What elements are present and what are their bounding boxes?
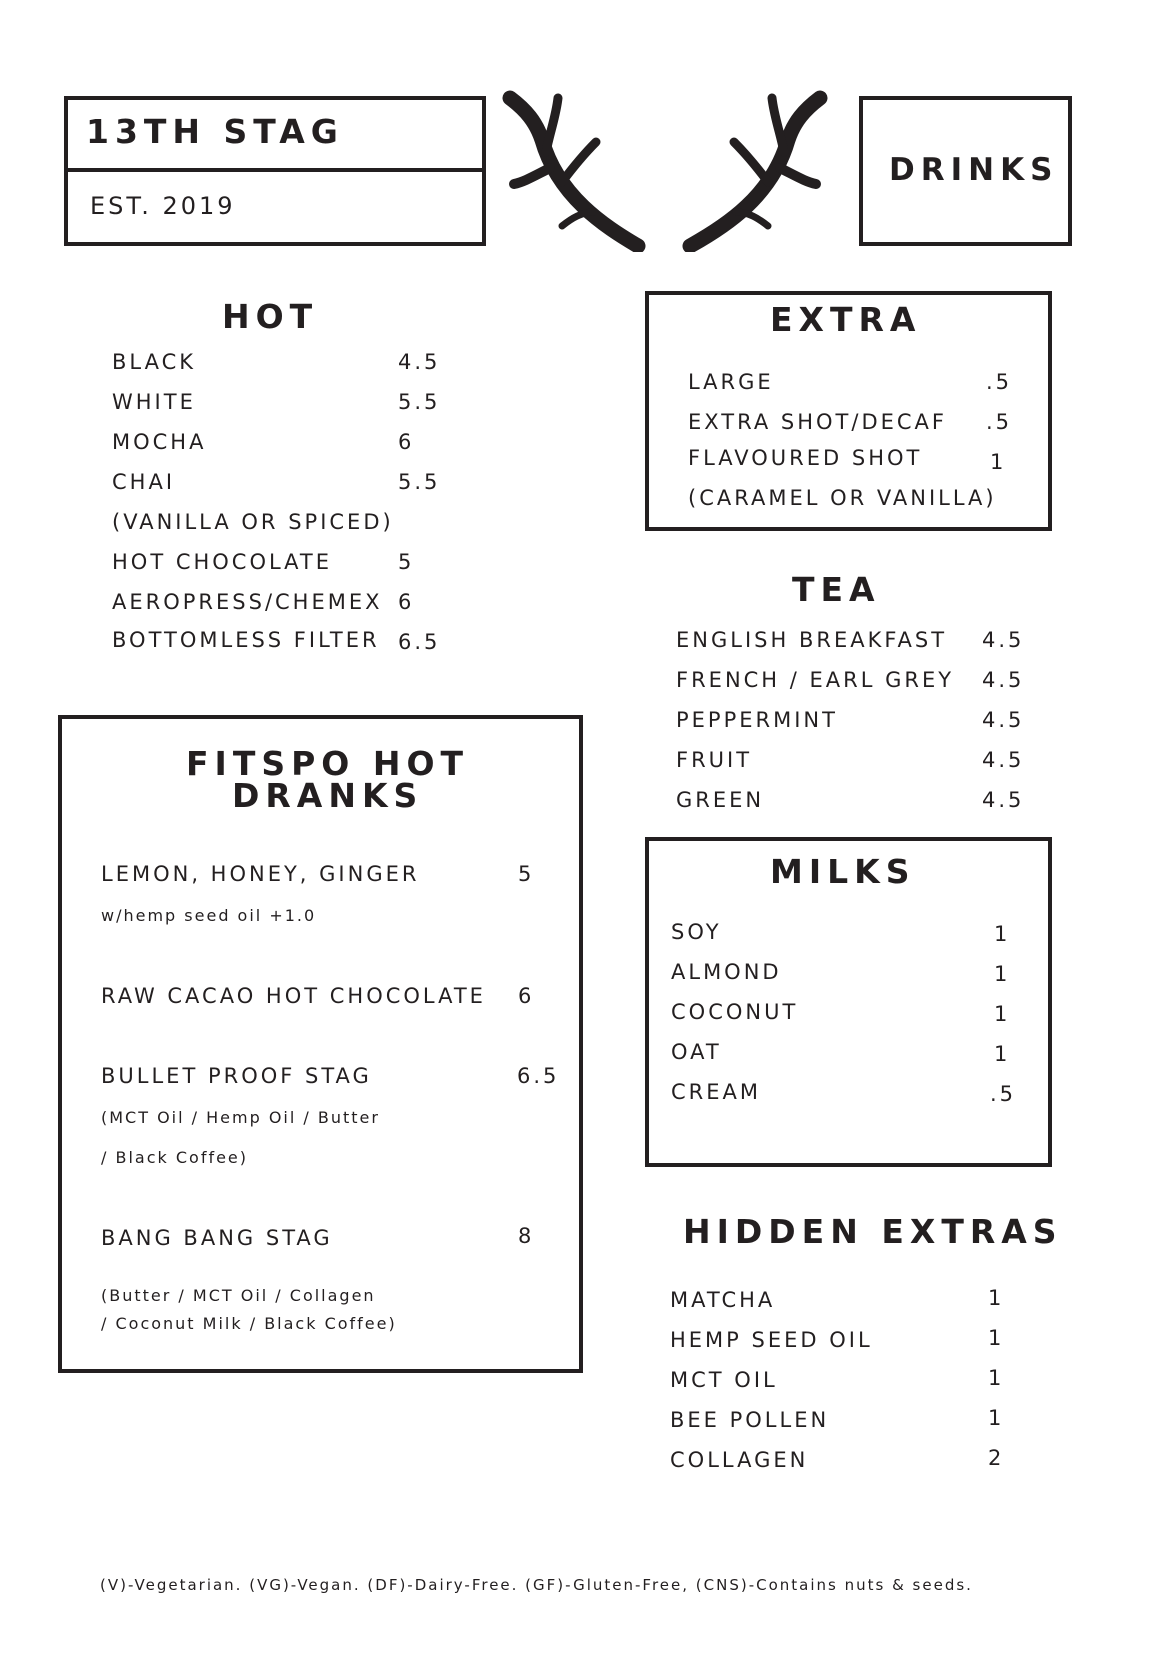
extra-item-name: (CARAMEL OR VANILLA)	[688, 486, 997, 510]
milks-item-name: COCONUT	[671, 1000, 799, 1024]
hot-title: HOT	[222, 297, 319, 336]
fitspo-item-price: 5	[518, 862, 535, 886]
tea-item-name: ENGLISH BREAKFAST	[676, 628, 948, 652]
tea-item-price: 4.5	[982, 668, 1025, 692]
hidden-item-price: 1	[988, 1406, 1005, 1430]
tea-item-name: GREEN	[676, 788, 765, 812]
hot-item-name: (VANILLA OR SPICED)	[112, 510, 394, 534]
tea-item-price: 4.5	[982, 628, 1025, 652]
hidden-item-name: MATCHA	[670, 1288, 776, 1312]
fitspo-item-note: w/hemp seed oil +1.0	[101, 906, 317, 925]
tea-item-price: 4.5	[982, 788, 1025, 812]
brand-name: 13TH STAG	[86, 112, 344, 151]
milks-title: MILKS	[770, 852, 916, 891]
extra-item-name: EXTRA SHOT/DECAF	[688, 410, 947, 434]
hot-item-price: 4.5	[398, 350, 441, 374]
hidden-item-name: COLLAGEN	[670, 1448, 809, 1472]
fitspo-item-name: LEMON, HONEY, GINGER	[101, 862, 420, 886]
tea-item-price: 4.5	[982, 748, 1025, 772]
fitspo-item-name: RAW CACAO HOT CHOCOLATE	[101, 984, 486, 1008]
hidden-title: HIDDEN EXTRAS	[683, 1212, 1063, 1251]
hot-item-name: BOTTOMLESS FILTER	[112, 628, 380, 652]
fitspo-item-name: BANG BANG STAG	[101, 1226, 333, 1250]
left-antler	[510, 98, 638, 246]
extra-item-price: .5	[986, 370, 1013, 394]
right-antler	[690, 98, 820, 246]
milks-item-name: ALMOND	[671, 960, 782, 984]
tea-item-name: PEPPERMINT	[676, 708, 838, 732]
hot-item-name: CHAI	[112, 470, 176, 494]
milks-item-price: 1	[994, 1002, 1011, 1026]
extra-item-name: LARGE	[688, 370, 774, 394]
fitspo-title-line2: DRANKS	[232, 776, 424, 815]
fitspo-item-price: 6.5	[517, 1064, 560, 1088]
hot-item-price: 6	[398, 590, 415, 614]
hidden-item-name: BEE POLLEN	[670, 1408, 830, 1432]
tea-item-price: 4.5	[982, 708, 1025, 732]
hot-item-price: 5.5	[398, 390, 441, 414]
hidden-item-name: HEMP SEED OIL	[670, 1328, 873, 1352]
hot-item-name: BLACK	[112, 350, 197, 374]
fitspo-item-price: 6	[518, 984, 535, 1008]
extra-item-price: .5	[986, 410, 1013, 434]
extra-title: EXTRA	[770, 300, 922, 339]
fitspo-title-line1: FITSPO HOT	[186, 744, 470, 783]
milks-item-price: 1	[994, 962, 1011, 986]
milks-item-name: OAT	[671, 1040, 722, 1064]
established-year: EST. 2019	[90, 192, 236, 220]
extra-item-name: FLAVOURED SHOT	[688, 446, 923, 470]
brand-divider	[68, 168, 482, 172]
milks-item-price: 1	[994, 922, 1011, 946]
hot-item-name: MOCHA	[112, 430, 207, 454]
fitspo-item-note: / Coconut Milk / Black Coffee)	[101, 1314, 397, 1333]
hot-item-price: 6	[398, 430, 415, 454]
hot-item-price: 5.5	[398, 470, 441, 494]
section-title: DRINKS	[889, 152, 1059, 188]
dietary-legend: (V)-Vegetarian. (VG)-Vegan. (DF)-Dairy-Free. (GF)-Gluten-Free, (CNS)-Contains nuts & seeds.	[100, 1576, 973, 1594]
antlers-icon	[500, 88, 830, 252]
hot-item-price: 6.5	[398, 630, 441, 654]
hot-item-name: WHITE	[112, 390, 196, 414]
fitspo-item-note: / Black Coffee)	[101, 1148, 249, 1167]
milks-item-price: .5	[990, 1082, 1017, 1106]
hot-item-price: 5	[398, 550, 415, 574]
hidden-item-name: MCT OIL	[670, 1368, 778, 1392]
extra-item-price: 1	[990, 450, 1007, 474]
hot-item-name: AEROPRESS/CHEMEX	[112, 590, 383, 614]
hidden-item-price: 1	[988, 1286, 1005, 1310]
fitspo-item-name: BULLET PROOF STAG	[101, 1064, 372, 1088]
hidden-item-price: 1	[988, 1326, 1005, 1350]
tea-item-name: FRUIT	[676, 748, 753, 772]
tea-title: TEA	[792, 570, 881, 609]
milks-item-name: CREAM	[671, 1080, 762, 1104]
hidden-item-price: 1	[988, 1366, 1005, 1390]
milks-item-name: SOY	[671, 920, 722, 944]
hot-item-name: HOT CHOCOLATE	[112, 550, 333, 574]
fitspo-item-note: (MCT Oil / Hemp Oil / Butter	[101, 1108, 380, 1127]
fitspo-item-price: 8	[518, 1224, 535, 1248]
hidden-item-price: 2	[988, 1446, 1005, 1470]
milks-item-price: 1	[994, 1042, 1011, 1066]
fitspo-item-note: (Butter / MCT Oil / Collagen	[101, 1286, 376, 1305]
tea-item-name: FRENCH / EARL GREY	[676, 668, 955, 692]
